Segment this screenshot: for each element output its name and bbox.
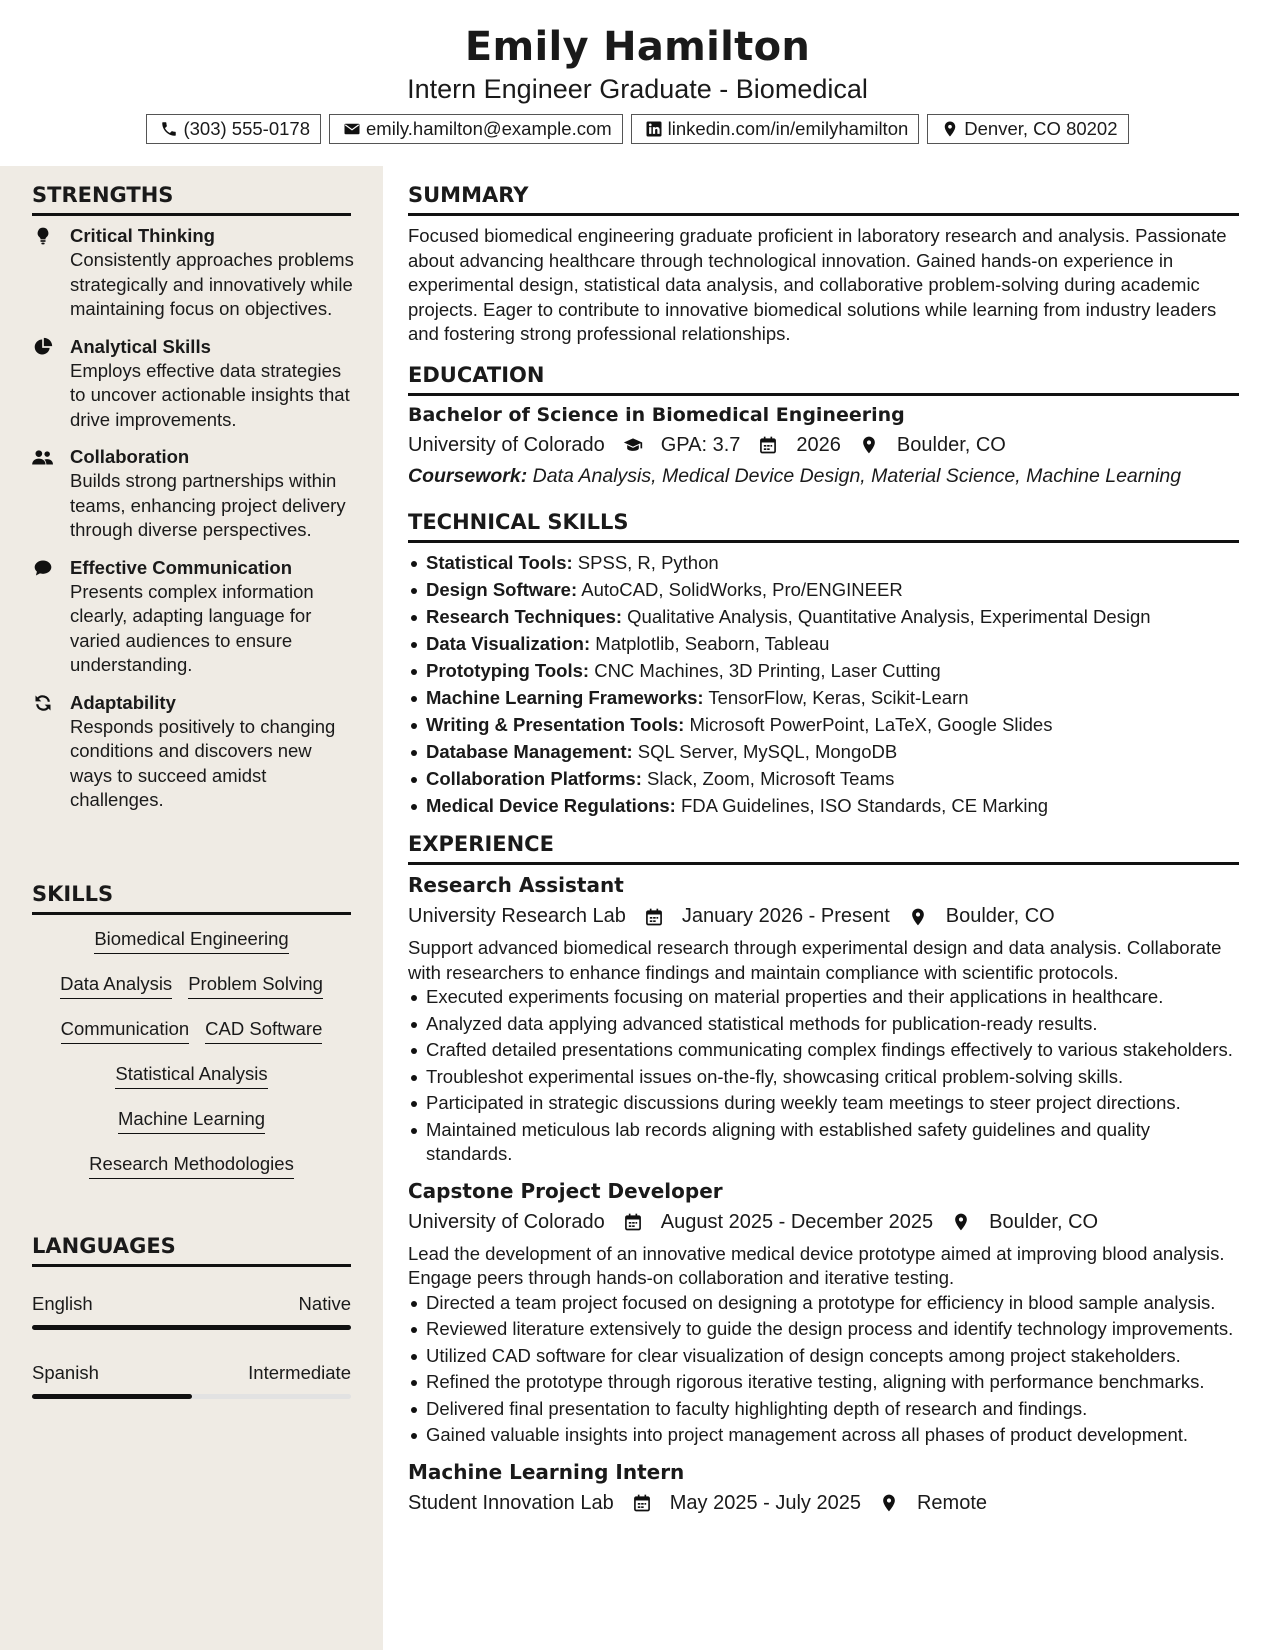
skill-values: Microsoft PowerPoint, LaTeX, Google Slides	[689, 713, 1053, 735]
job-title: Capstone Project Developer	[408, 1178, 723, 1203]
summary-heading: SUMMARY	[408, 183, 1239, 216]
skill-values: SPSS, R, Python	[577, 551, 719, 573]
education-meta	[408, 434, 1239, 457]
language-item	[32, 1362, 351, 1399]
contact-location[interactable]	[927, 114, 1128, 144]
skill-tag: Statistical Analysis	[115, 1063, 267, 1089]
job-dates: August 2025 - December 2025	[660, 1210, 934, 1233]
contact-linkedin[interactable]	[631, 114, 920, 144]
graduation-cap-icon	[615, 435, 651, 455]
skill-values: Qualitative Analysis, Quantitative Analysis, Experimental Design	[627, 605, 1151, 627]
strength-desc: Consistently approaches problems strategically and innovatively while maintaining focus on objectives.	[70, 249, 354, 319]
contact-email[interactable]	[329, 114, 623, 144]
language-bar-fill	[32, 1394, 192, 1399]
strength-item	[32, 556, 357, 678]
job-title: Machine Learning Intern	[408, 1459, 685, 1484]
envelope-icon	[342, 119, 362, 139]
list-item	[408, 659, 1239, 684]
skill-row	[32, 1063, 351, 1108]
skill-category: Medical Device Regulations:	[426, 794, 676, 816]
skill-category: Collaboration Platforms:	[426, 767, 642, 789]
map-pin-icon	[940, 119, 960, 139]
education-heading: EDUCATION	[408, 363, 1239, 396]
languages-heading: LANGUAGES	[32, 1234, 351, 1267]
technical-skills-list	[408, 551, 1239, 819]
skill-values: AutoCAD, SolidWorks, Pro/ENGINEER	[581, 578, 903, 600]
job-dates: January 2026 - Present	[681, 905, 890, 927]
map-pin-icon	[851, 435, 887, 455]
list-item: Analyzed data applying advanced statistical methods for publication-ready results.	[408, 1012, 1239, 1037]
language-bar-fill	[32, 1325, 351, 1330]
job-entry	[408, 1179, 1239, 1448]
strength-title: Critical Thinking	[70, 225, 215, 246]
contact-bar	[0, 114, 1275, 144]
refresh-icon	[32, 691, 70, 813]
skill-tag: Communication	[61, 1018, 190, 1044]
job-dates: May 2025 - July 2025	[669, 1491, 861, 1514]
list-item: Utilized CAD software for clear visualization of design concepts among project stakeholders.	[408, 1344, 1239, 1369]
job-title: Research Assistant	[408, 873, 624, 897]
skill-values: FDA Guidelines, ISO Standards, CE Marking	[680, 794, 1049, 816]
calendar-icon	[624, 1493, 660, 1513]
job-location: Boulder, CO	[989, 1210, 1099, 1233]
strength-item	[32, 691, 357, 813]
list-item: Crafted detailed presentations communicating complex findings effectively to various stakeholders.	[408, 1038, 1239, 1063]
language-name: Spanish	[32, 1362, 99, 1383]
education-location: Boulder, CO	[896, 433, 1006, 456]
skill-values: CNC Machines, 3D Printing, Laser Cutting	[594, 659, 941, 681]
strength-item	[32, 224, 357, 322]
list-item	[408, 686, 1239, 711]
job-description: Support advanced biomedical research through experimental design and data analysis. Collaborate with researchers to enhance findings and maintain compliance with scientific protocols.	[408, 937, 1222, 983]
list-item: Refined the prototype through rigorous iterative testing, aligning with performance benchmarks.	[408, 1370, 1239, 1395]
school-name: University of Colorado	[408, 433, 605, 456]
list-item	[408, 794, 1239, 819]
skill-tag: Machine Learning	[118, 1108, 265, 1134]
skill-row	[32, 928, 351, 973]
list-item: Maintained meticulous lab records aligning with established safety guidelines and quality standards.	[408, 1118, 1239, 1167]
language-item	[32, 1293, 351, 1330]
list-item	[408, 551, 1239, 576]
phone-icon	[159, 119, 179, 139]
speech-bubble-icon	[32, 556, 70, 678]
job-entry	[408, 1460, 1239, 1515]
language-level: Native	[298, 1293, 351, 1314]
language-bar	[32, 1325, 351, 1330]
contact-phone[interactable]	[146, 114, 321, 144]
job-meta	[408, 1492, 1239, 1515]
skill-category: Prototyping Tools:	[426, 659, 590, 681]
strength-title: Adaptability	[70, 691, 176, 713]
skill-category: Database Management:	[426, 740, 633, 762]
skill-category: Data Visualization:	[426, 632, 591, 654]
degree-title: Bachelor of Science in Biomedical Engineering	[408, 403, 905, 426]
contact-email-text: emily.hamilton@example.com	[366, 118, 612, 139]
language-bar	[32, 1394, 351, 1399]
skill-tag: CAD Software	[205, 1018, 322, 1044]
skill-values: TensorFlow, Keras, Scikit-Learn	[708, 686, 969, 708]
resume-header	[0, 0, 1275, 166]
skill-category: Writing & Presentation Tools:	[426, 713, 685, 735]
contact-location-text: Denver, CO 80202	[964, 118, 1118, 139]
skill-row	[32, 1153, 351, 1198]
skills-heading: SKILLS	[32, 882, 351, 915]
list-item: Delivered final presentation to faculty highlighting depth of research and findings.	[408, 1397, 1239, 1422]
strengths-heading: STRENGTHS	[32, 183, 351, 216]
skill-values: Slack, Zoom, Microsoft Teams	[647, 767, 895, 789]
list-item	[408, 632, 1239, 657]
job-org: University of Colorado	[408, 1210, 605, 1233]
skill-category: Research Techniques:	[426, 605, 623, 627]
job-description: Lead the development of an innovative medical device prototype aimed at improving blood analysis. Engage peers through hands-on collaboration and iterative testing.	[408, 1242, 1225, 1288]
skill-row	[32, 973, 351, 1018]
list-item	[408, 767, 1239, 792]
job-entry	[408, 873, 1239, 1167]
coursework-list: Data Analysis, Medical Device Design, Material Science, Machine Learning	[532, 464, 1182, 487]
skill-tag: Problem Solving	[188, 973, 323, 999]
skill-category: Design Software:	[426, 578, 578, 600]
job-bullets	[408, 1291, 1239, 1448]
calendar-icon	[636, 907, 672, 927]
strength-desc: Responds positively to changing conditions and discovers new ways to succeed amidst challenges.	[70, 715, 336, 810]
coursework-label: Coursework:	[408, 464, 528, 487]
job-org: University Research Lab	[408, 905, 626, 927]
map-pin-icon	[943, 1212, 979, 1232]
map-pin-icon	[871, 1493, 907, 1513]
strength-desc: Employs effective data strategies to uncover actionable insights that drive improvements.	[70, 359, 350, 430]
graduation-year: 2026	[796, 433, 841, 456]
skills-list	[32, 928, 351, 1198]
skill-row	[32, 1108, 351, 1153]
lightbulb-icon	[32, 224, 70, 322]
experience-heading: EXPERIENCE	[408, 832, 1239, 865]
skill-tag: Biomedical Engineering	[94, 928, 288, 954]
gpa: GPA: 3.7	[660, 433, 741, 456]
skill-category: Machine Learning Frameworks:	[426, 686, 704, 708]
users-icon	[32, 445, 70, 543]
skill-category: Statistical Tools:	[426, 551, 573, 573]
candidate-title: Intern Engineer Graduate - Biomedical	[407, 74, 868, 104]
job-bullets	[408, 985, 1239, 1167]
list-item	[408, 740, 1239, 765]
strength-desc: Builds strong partnerships within teams, enhancing project delivery through diverse perspectives.	[70, 470, 346, 540]
strength-title: Collaboration	[70, 446, 190, 467]
list-item: Gained valuable insights into project management across all phases of product development.	[408, 1423, 1239, 1448]
strength-desc: Presents complex information clearly, adapting language for varied audiences to ensure understanding.	[70, 580, 314, 675]
list-item: Troubleshot experimental issues on-the-fly, showcasing critical problem-solving skills.	[408, 1065, 1239, 1090]
contact-phone-text: (303) 555-0178	[183, 118, 310, 139]
coursework	[408, 465, 1239, 488]
strength-item	[32, 445, 357, 543]
skill-values: Matplotlib, Seaborn, Tableau	[595, 632, 830, 654]
job-meta	[408, 905, 1239, 928]
linkedin-icon	[644, 119, 664, 139]
map-pin-icon	[900, 907, 936, 927]
contact-linkedin-text: linkedin.com/in/emilyhamilton	[667, 118, 909, 139]
language-name: English	[32, 1293, 93, 1314]
job-org: Student Innovation Lab	[408, 1491, 614, 1514]
skill-values: SQL Server, MySQL, MongoDB	[637, 740, 898, 762]
job-location: Remote	[916, 1491, 987, 1514]
language-level: Intermediate	[248, 1362, 351, 1383]
skill-tag: Research Methodologies	[89, 1153, 294, 1179]
strength-title: Effective Communication	[70, 556, 293, 578]
job-meta	[408, 1211, 1239, 1234]
pie-chart-icon	[32, 335, 70, 433]
list-item	[408, 713, 1239, 738]
strengths-list	[32, 224, 357, 826]
candidate-name: Emily Hamilton	[464, 24, 811, 70]
calendar-icon	[750, 435, 786, 455]
calendar-icon	[615, 1212, 651, 1232]
summary-text: Focused biomedical engineering graduate proficient in laboratory research and analysis. Passionate about advancing healthcare through technological innovation. Gained hands-on experience in experimental design, statistical data analysis, and collaborative problem-solving during academic projects. Eager to contribute to innovative biomedical solutions while learning from industry leaders and fostering strong professional relationships.	[408, 225, 1227, 344]
list-item: Reviewed literature extensively to guide the design process and identify technology improvements.	[408, 1317, 1239, 1342]
list-item	[408, 578, 1239, 603]
strength-title: Analytical Skills	[70, 335, 211, 357]
main-content	[408, 166, 1239, 1515]
technical-skills-heading: TECHNICAL SKILLS	[408, 510, 1239, 543]
skill-row	[32, 1018, 351, 1063]
list-item: Directed a team project focused on designing a prototype for efficiency in blood sample analysis.	[408, 1291, 1239, 1316]
list-item: Participated in strategic discussions during weekly team meetings to steer project directions.	[408, 1091, 1239, 1116]
list-item	[408, 605, 1239, 630]
strength-item	[32, 335, 357, 433]
skill-tag: Data Analysis	[60, 973, 172, 999]
list-item: Executed experiments focusing on material properties and their applications in healthcare.	[408, 985, 1239, 1010]
job-location: Boulder, CO	[945, 905, 1055, 927]
